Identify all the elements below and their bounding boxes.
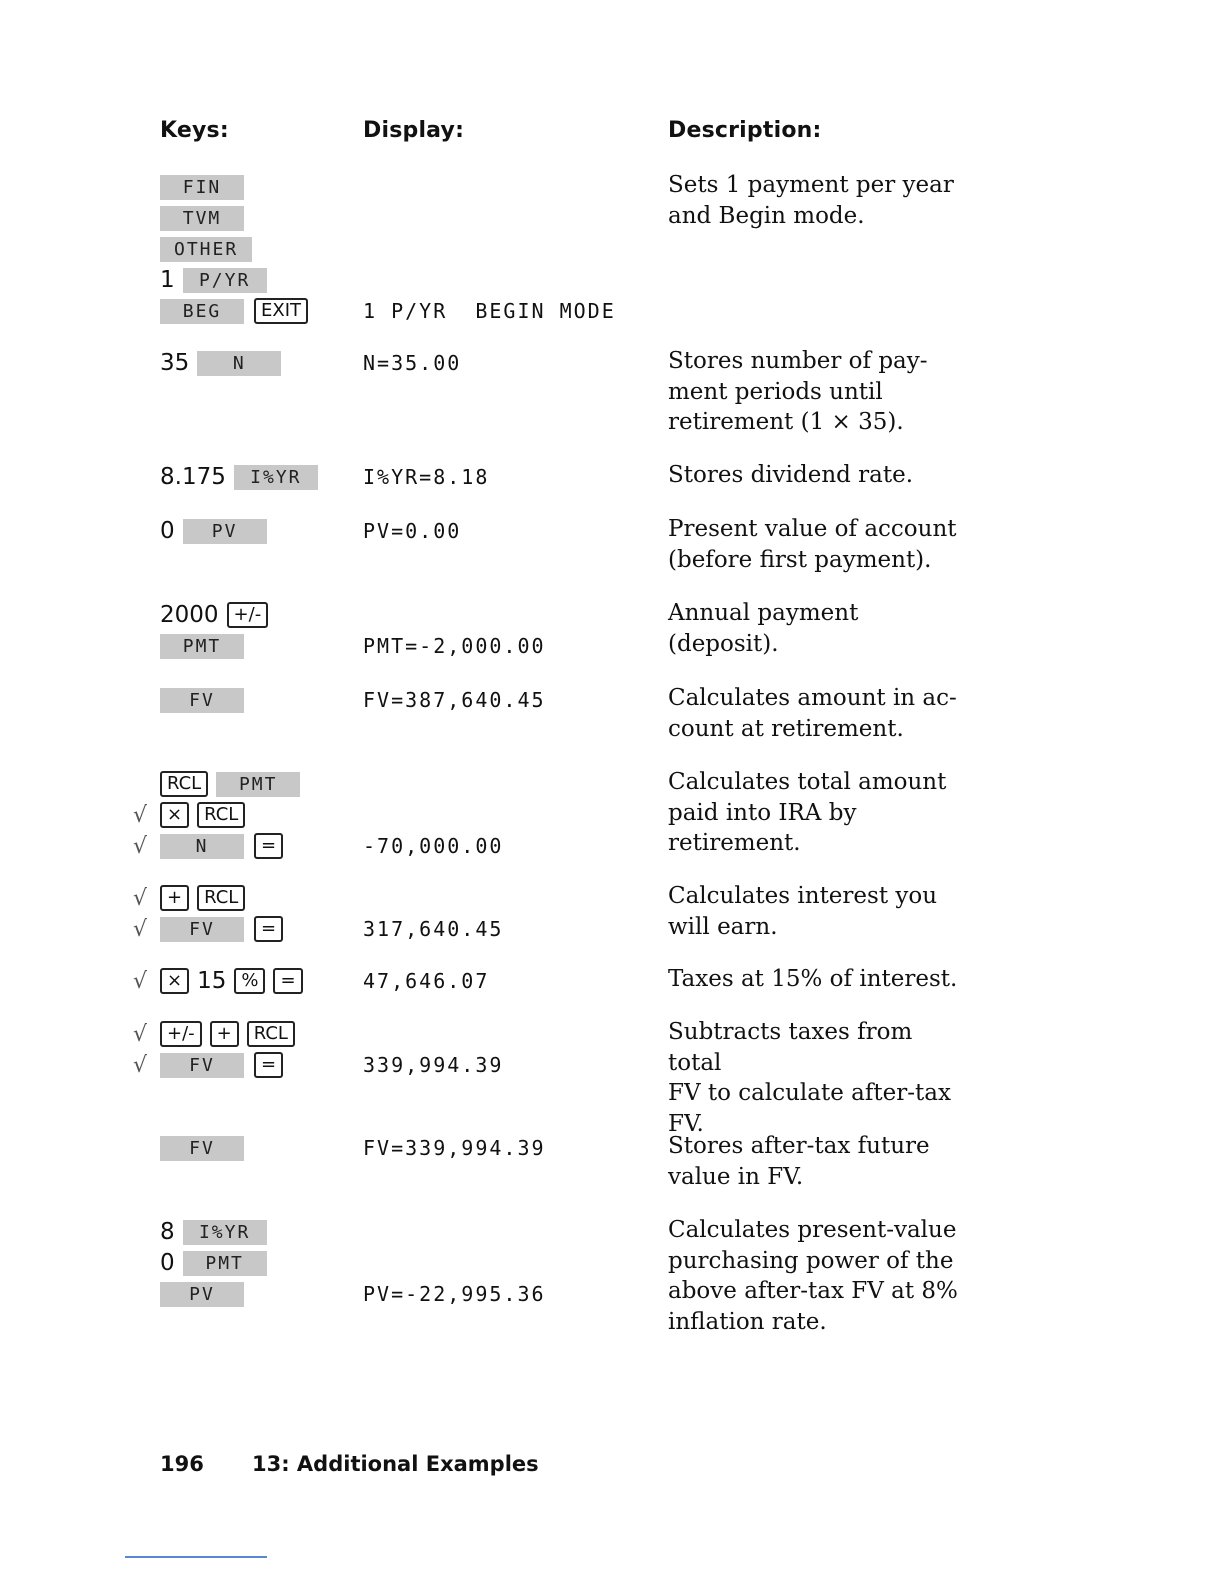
menu-key-label: OTHER — [160, 237, 252, 262]
number-entry: 0 — [160, 1250, 175, 1276]
calculator-key: RCL — [247, 1021, 295, 1047]
chapter-title: 13: Additional Examples — [252, 1452, 539, 1476]
display-readout: PMT=-2,000.00 — [363, 634, 546, 658]
menu-key-label: FIN — [160, 175, 244, 200]
display-readout: I%YR=8.18 — [363, 465, 490, 489]
keystroke-line — [160, 1248, 277, 1278]
keystroke-line — [160, 769, 310, 799]
description-text — [668, 170, 968, 231]
description-line: will earn. — [668, 913, 778, 940]
description-line: count at retirement. — [668, 715, 904, 742]
calculator-key: + — [160, 885, 189, 911]
keystroke-line — [160, 348, 291, 378]
keystroke-line — [128, 1050, 291, 1080]
display-readout: FV=339,994.39 — [363, 1136, 546, 1160]
display-readout: -70,000.00 — [363, 834, 504, 858]
description-line: and Begin mode. — [668, 202, 865, 229]
keystroke-line — [160, 1133, 254, 1163]
calculator-key: RCL — [160, 771, 208, 797]
calculator-key: +/- — [227, 602, 269, 628]
keystroke-line — [128, 966, 311, 996]
description-line: ment periods until — [668, 378, 883, 405]
description-line: Annual payment — [668, 600, 859, 626]
calculator-key: = — [273, 968, 302, 994]
keystroke-line — [160, 685, 254, 715]
menu-key-label: PV — [183, 519, 267, 544]
menu-key-label: N — [160, 834, 244, 859]
calculator-key: +/- — [160, 1021, 202, 1047]
menu-key-label: I%YR — [234, 465, 318, 490]
checkmark-icon: √ — [132, 916, 148, 942]
keystroke-line — [160, 172, 254, 202]
number-entry: 0 — [160, 518, 175, 544]
checkmark-icon: √ — [132, 968, 148, 994]
description-line: Taxes at 15% of interest. — [668, 966, 958, 992]
calculator-key: RCL — [197, 885, 245, 911]
description-text — [668, 598, 968, 659]
calculator-key: % — [234, 968, 265, 994]
description-line: FV. — [668, 1110, 704, 1137]
menu-key-label: BEG — [160, 299, 244, 324]
keystroke-line — [160, 234, 262, 264]
menu-key-label: PV — [160, 1282, 244, 1307]
description-text — [668, 767, 968, 859]
menu-key-label: I%YR — [183, 1220, 267, 1245]
menu-key-label: PMT — [216, 772, 300, 797]
bottom-rule — [125, 1556, 267, 1558]
menu-key-label: PMT — [160, 634, 244, 659]
calculator-key: RCL — [197, 802, 245, 828]
menu-key-label: FV — [160, 917, 244, 942]
calculator-key: × — [160, 968, 189, 994]
keystroke-line — [128, 1019, 303, 1049]
display-readout: 47,646.07 — [363, 969, 490, 993]
calculator-key: = — [254, 916, 283, 942]
keystroke-line — [160, 1217, 277, 1247]
description-line: FV to calculate after-tax — [668, 1080, 951, 1106]
display-readout: N=35.00 — [363, 351, 462, 375]
keystroke-line — [128, 831, 291, 861]
display-readout: 339,994.39 — [363, 1053, 504, 1077]
checkmark-icon: √ — [132, 1052, 148, 1078]
keystroke-line — [160, 1279, 254, 1309]
description-line: Stores after-tax future — [668, 1133, 930, 1159]
description-line: Calculates interest you — [668, 883, 938, 909]
keystroke-line — [128, 883, 253, 913]
description-line: Calculates total amount — [668, 769, 947, 795]
keystroke-line — [160, 296, 316, 326]
display-readout: PV=0.00 — [363, 519, 462, 543]
keystroke-line — [128, 800, 253, 830]
description-text — [668, 683, 968, 744]
page-number: 196 — [160, 1452, 204, 1476]
keystroke-line — [160, 631, 254, 661]
description-text — [668, 514, 968, 575]
description-text — [668, 881, 968, 942]
keystroke-line — [128, 914, 291, 944]
display-readout: PV=-22,995.36 — [363, 1282, 546, 1306]
calculator-key: EXIT — [254, 298, 308, 324]
description-line: inflation rate. — [668, 1308, 827, 1335]
description-line: Calculates amount in ac- — [668, 685, 957, 711]
keystroke-line — [160, 516, 277, 546]
description-line: Calculates present-value — [668, 1217, 957, 1243]
display-readout: FV=387,640.45 — [363, 688, 546, 712]
description-line: Present value of account — [668, 516, 957, 542]
display-readout: 1 P/YR BEGIN MODE — [363, 299, 616, 323]
description-text — [668, 346, 968, 438]
menu-key-label: FV — [160, 688, 244, 713]
description-text — [668, 1017, 968, 1139]
description-line: Sets 1 payment per year — [668, 172, 954, 198]
number-entry: 8 — [160, 1219, 175, 1245]
menu-key-label: N — [197, 351, 281, 376]
number-entry: 1 — [160, 267, 175, 293]
number-entry: 35 — [160, 350, 190, 376]
description-line: (deposit). — [668, 630, 779, 657]
description-line: purchasing power of the — [668, 1247, 954, 1274]
number-entry: 15 — [197, 968, 227, 994]
description-text — [668, 964, 968, 995]
menu-key-label: PMT — [183, 1251, 267, 1276]
calculator-key: = — [254, 1052, 283, 1078]
keys-header: Keys: — [160, 118, 229, 143]
number-entry: 2000 — [160, 602, 219, 628]
checkmark-icon: √ — [132, 1021, 148, 1047]
calculator-key: = — [254, 833, 283, 859]
menu-key-label: P/YR — [183, 268, 267, 293]
description-line: (before first payment). — [668, 546, 932, 573]
menu-key-label: TVM — [160, 206, 244, 231]
keystroke-line — [160, 600, 276, 630]
keystroke-line — [160, 462, 328, 492]
description-line: above after-tax FV at 8% — [668, 1278, 958, 1304]
menu-key-label: FV — [160, 1053, 244, 1078]
description-line: Stores dividend rate. — [668, 462, 914, 488]
description-text — [668, 1131, 968, 1192]
menu-key-label: FV — [160, 1136, 244, 1161]
calculator-key: + — [210, 1021, 239, 1047]
description-line: retirement (1 × 35). — [668, 409, 904, 435]
description-line: Subtracts taxes from total — [668, 1019, 913, 1076]
display-readout: 317,640.45 — [363, 917, 504, 941]
display-header: Display: — [363, 118, 465, 143]
number-entry: 8.175 — [160, 464, 226, 490]
checkmark-icon: √ — [132, 833, 148, 859]
description-line: paid into IRA by — [668, 799, 857, 826]
calculator-key: × — [160, 802, 189, 828]
description-header: Description: — [668, 118, 822, 143]
checkmark-icon: √ — [132, 885, 148, 911]
keystroke-line — [160, 265, 277, 295]
description-text — [668, 460, 968, 491]
keystroke-line — [160, 203, 254, 233]
description-line: retirement. — [668, 830, 801, 856]
checkmark-icon: √ — [132, 802, 148, 828]
description-line: Stores number of pay- — [668, 348, 928, 374]
description-line: value in FV. — [668, 1163, 804, 1190]
description-text — [668, 1215, 968, 1337]
